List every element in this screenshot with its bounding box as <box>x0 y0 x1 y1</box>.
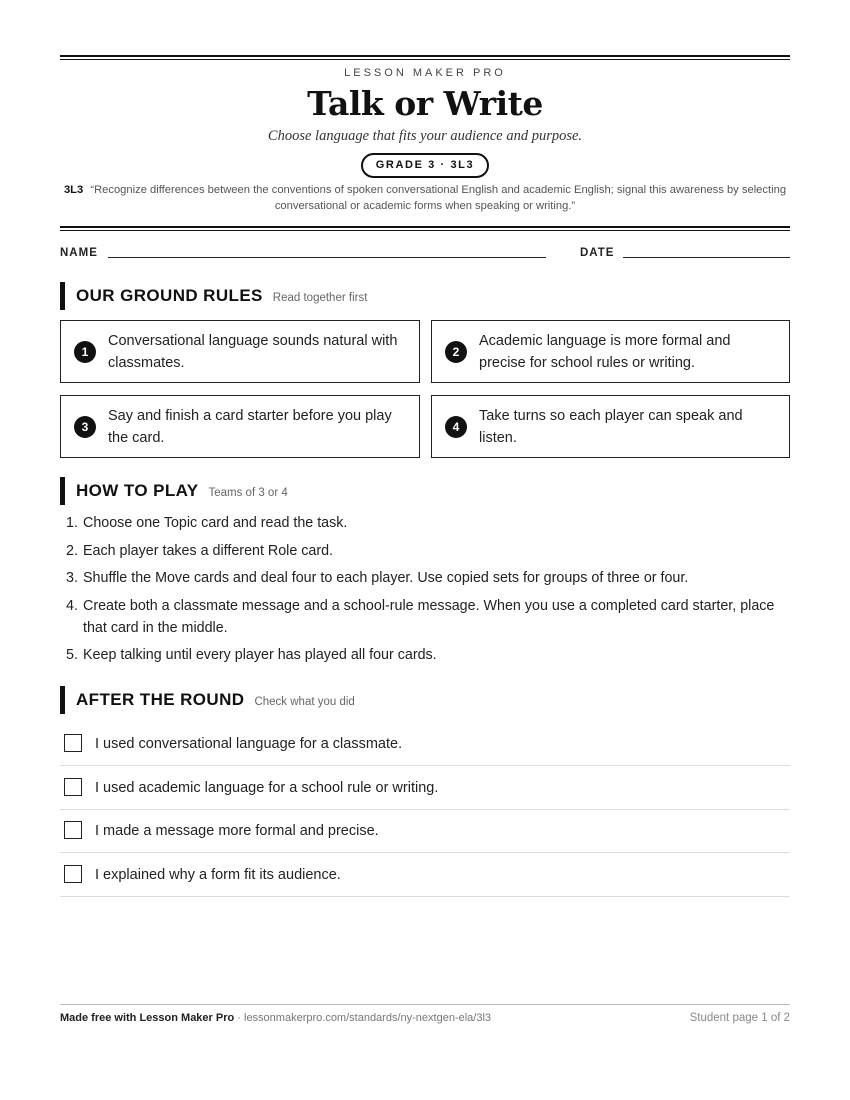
section-title: HOW TO PLAY <box>76 481 199 500</box>
checkbox[interactable] <box>64 778 82 796</box>
list-item <box>66 540 786 562</box>
rule-number-badge: 3 <box>74 416 96 438</box>
section-marker <box>60 477 65 505</box>
ground-rules-header <box>60 282 367 310</box>
step-number: 4. <box>66 597 78 614</box>
standard-code: 3L3 <box>63 184 84 196</box>
checklist-item <box>60 766 790 810</box>
section-note: Teams of 3 or 4 <box>208 487 288 499</box>
page-title: Talk or Write <box>307 84 543 123</box>
list-item <box>66 567 786 589</box>
checklist-text: I made a message more formal and precise. <box>95 823 379 839</box>
section-title: AFTER THE ROUND <box>76 690 245 709</box>
brand-name: LESSON MAKER PRO <box>344 67 506 79</box>
checklist-text: I explained why a form fit its audience. <box>95 867 341 883</box>
checkbox[interactable] <box>64 734 82 752</box>
worksheet-page <box>60 0 790 1100</box>
rule-text: Take turns so each player can speak and listen. <box>479 408 743 446</box>
standard-text: “Recognize differences between the conventions of spoken conversational English and academic English; signal this awareness by selecting conversational or academic forms when speaking or writing.” <box>90 184 787 212</box>
after-round-header <box>60 686 355 714</box>
step-number: 3. <box>66 570 78 586</box>
section-note: Read together first <box>272 292 368 304</box>
checkbox[interactable] <box>64 821 82 839</box>
ground-rule-card <box>431 320 790 383</box>
rule-text: Academic language is more formal and precise for school rules or writing. <box>479 333 731 371</box>
page-number: Student page 1 of 2 <box>689 1012 790 1024</box>
footer-made-with: Made free with Lesson Maker Pro <box>60 1012 235 1024</box>
step-number: 1. <box>66 515 78 531</box>
section-note: Check what you did <box>254 696 355 708</box>
page-subtitle: Choose language that fits your audience and purpose. <box>267 128 583 144</box>
section-marker <box>60 686 65 714</box>
checklist-item <box>60 809 790 853</box>
checklist-text: I used academic language for a school rule or writing. <box>95 780 439 796</box>
rule-number-badge: 4 <box>445 416 467 438</box>
top-double-rule <box>60 55 790 60</box>
step-number: 5. <box>66 647 78 663</box>
rule-number-badge: 2 <box>445 341 467 363</box>
footer-url-link[interactable]: lessonmakerpro.com/standards/ny-nextgen-ela/3l3 <box>244 1012 492 1024</box>
footer-credit <box>60 1012 491 1024</box>
how-to-play-steps <box>66 512 786 672</box>
step-text: Shuffle the Move cards and deal four to each player. Use copied sets for groups of three or four. <box>83 570 689 586</box>
checkbox[interactable] <box>64 865 82 883</box>
list-item <box>66 512 786 534</box>
standard-description <box>60 182 790 214</box>
name-label: NAME <box>60 247 98 259</box>
list-item <box>66 644 786 666</box>
date-field[interactable] <box>623 257 790 258</box>
step-text: Keep talking until every player has played all four cards. <box>83 647 437 663</box>
date-label: DATE <box>580 247 615 259</box>
step-text: Choose one Topic card and read the task. <box>83 515 348 531</box>
footer-separator: · <box>234 1012 244 1024</box>
checklist-item <box>60 853 790 897</box>
rule-text: Conversational language sounds natural with classmates. <box>108 333 398 371</box>
section-title: OUR GROUND RULES <box>76 286 263 305</box>
grade-badge: GRADE 3 · 3L3 <box>361 153 489 178</box>
ground-rule-card <box>60 395 420 458</box>
how-to-play-header <box>60 477 288 505</box>
checklist-item <box>60 722 790 766</box>
header-bottom-double-rule <box>60 226 790 231</box>
step-text: Each player takes a different Role card. <box>83 542 334 559</box>
name-field[interactable] <box>108 257 546 258</box>
ground-rule-card <box>431 395 790 458</box>
footer-divider <box>60 1004 790 1005</box>
step-text: Create both a classmate message and a school-rule message. When you use a completed card starter, place that card in the middle. <box>83 597 775 636</box>
ground-rule-card <box>60 320 420 383</box>
checklist-text: I used conversational language for a classmate. <box>95 736 403 752</box>
rule-number-badge: 1 <box>74 341 96 363</box>
step-number: 2. <box>66 542 78 559</box>
section-marker <box>60 282 65 310</box>
list-item <box>66 595 786 639</box>
rule-text: Say and finish a card starter before you play the card. <box>108 408 392 446</box>
